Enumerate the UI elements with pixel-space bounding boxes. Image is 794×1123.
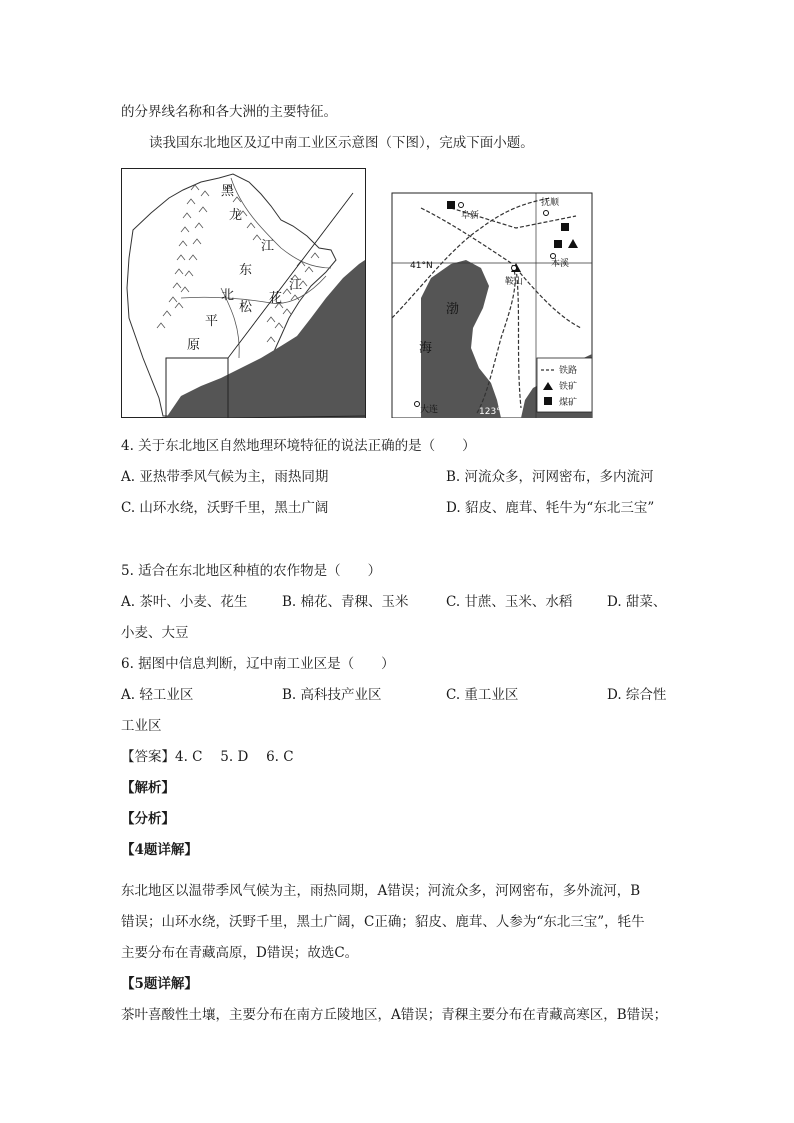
fenxi-heading: 【分析】 — [121, 811, 175, 827]
label-hua: 花 — [269, 291, 283, 306]
label-hai: 海 — [419, 341, 433, 356]
coal-mine-fushun — [561, 223, 569, 231]
label-song: 松 — [239, 300, 253, 315]
lon-label: 123°E — [479, 407, 507, 417]
q6-stem: 6. 据图中信息判断，辽中南工业区是（ ） — [121, 656, 395, 672]
label-bo: 渤 — [446, 302, 460, 317]
q4-option-b: B. 河流众多，河网密布，多内流河 — [446, 469, 654, 485]
label-jiang2: 江 — [289, 278, 303, 293]
city-anshan: 鞍山 — [505, 277, 524, 287]
q4-detail-heading: 【4题详解】 — [121, 842, 198, 858]
q6-option-b: B. 高科技产业区 — [282, 687, 382, 703]
q5-option-d-cont: 小麦、大豆 — [121, 625, 189, 641]
q6-option-c: C. 重工业区 — [446, 687, 519, 703]
legend-iron: 铁矿 — [559, 382, 578, 392]
q4-detail-line-2: 错误；山环水绕，沃野千里，黑土广阔，C正确；貂皮、鹿茸、人参为“东北三宝”，牦牛 — [121, 914, 645, 930]
label-long: 龙 — [229, 208, 243, 223]
instruction: 读我国东北地区及辽中南工业区示意图（下图），完成下面小题。 — [149, 135, 534, 151]
q6-option-d-cont: 工业区 — [121, 718, 162, 734]
q5-stem: 5. 适合在东北地区种植的农作物是（ ） — [121, 563, 382, 579]
coal-mine-fuxin — [447, 201, 455, 209]
northeast-map — [121, 168, 606, 418]
answer-line: 【答案】4. C 5. D 6. C — [121, 749, 294, 765]
q4-option-d: D. 貂皮、鹿茸、牦牛为“东北三宝” — [446, 500, 655, 516]
q4-detail-line-3: 主要分布在青藏高原，D错误；故选C。 — [121, 945, 359, 961]
label-bei: 北 — [221, 288, 235, 303]
city-dalian: 大连 — [420, 405, 439, 415]
city-fuxin: 阜新 — [461, 211, 480, 221]
q5-option-c: C. 甘蔗、玉米、水稻 — [446, 594, 573, 610]
label-dong: 东 — [239, 263, 253, 278]
legend-coal: 煤矿 — [559, 398, 578, 408]
intro-tail: 的分界线名称和各大洲的主要特征。 — [121, 104, 337, 120]
q6-option-d: D. 综合性 — [607, 687, 667, 703]
q4-stem: 4. 关于东北地区自然地理环境特征的说法正确的是（ ） — [121, 438, 476, 454]
lat-label: 41°N — [410, 261, 433, 271]
legend-railway: 铁路 — [559, 366, 578, 376]
q4-option-a: A. 亚热带季风气候为主，雨热同期 — [121, 469, 329, 485]
jiexi-heading: 【解析】 — [121, 780, 175, 796]
city-fushun: 抚顺 — [541, 198, 560, 208]
label-jiang: 江 — [261, 239, 275, 254]
q5-option-a: A. 茶叶、小麦、花生 — [121, 594, 248, 610]
q5-option-b: B. 棉花、青稞、玉米 — [282, 594, 409, 610]
q6-option-a: A. 轻工业区 — [121, 687, 194, 703]
city-benxi: 本溪 — [551, 259, 570, 269]
q5-detail-line-1: 茶叶喜酸性土壤，主要分布在南方丘陵地区，A错误；青稞主要分布在青藏高寒区，B错误； — [121, 1007, 668, 1023]
q4-option-c: C. 山环水绕，沃野千里，黑土广阔 — [121, 500, 329, 516]
q4-detail-line-1: 东北地区以温带季风气候为主，雨热同期，A错误；河流众多，河网密布，多外流河，B — [121, 883, 641, 899]
label-ping: 平 — [205, 314, 219, 329]
label-yuan: 原 — [187, 338, 201, 353]
q5-option-d: D. 甜菜、 — [607, 594, 667, 610]
coal-mine-benxi — [554, 240, 562, 248]
label-hei: 黑 — [221, 184, 235, 199]
q5-detail-heading: 【5题详解】 — [121, 976, 198, 992]
